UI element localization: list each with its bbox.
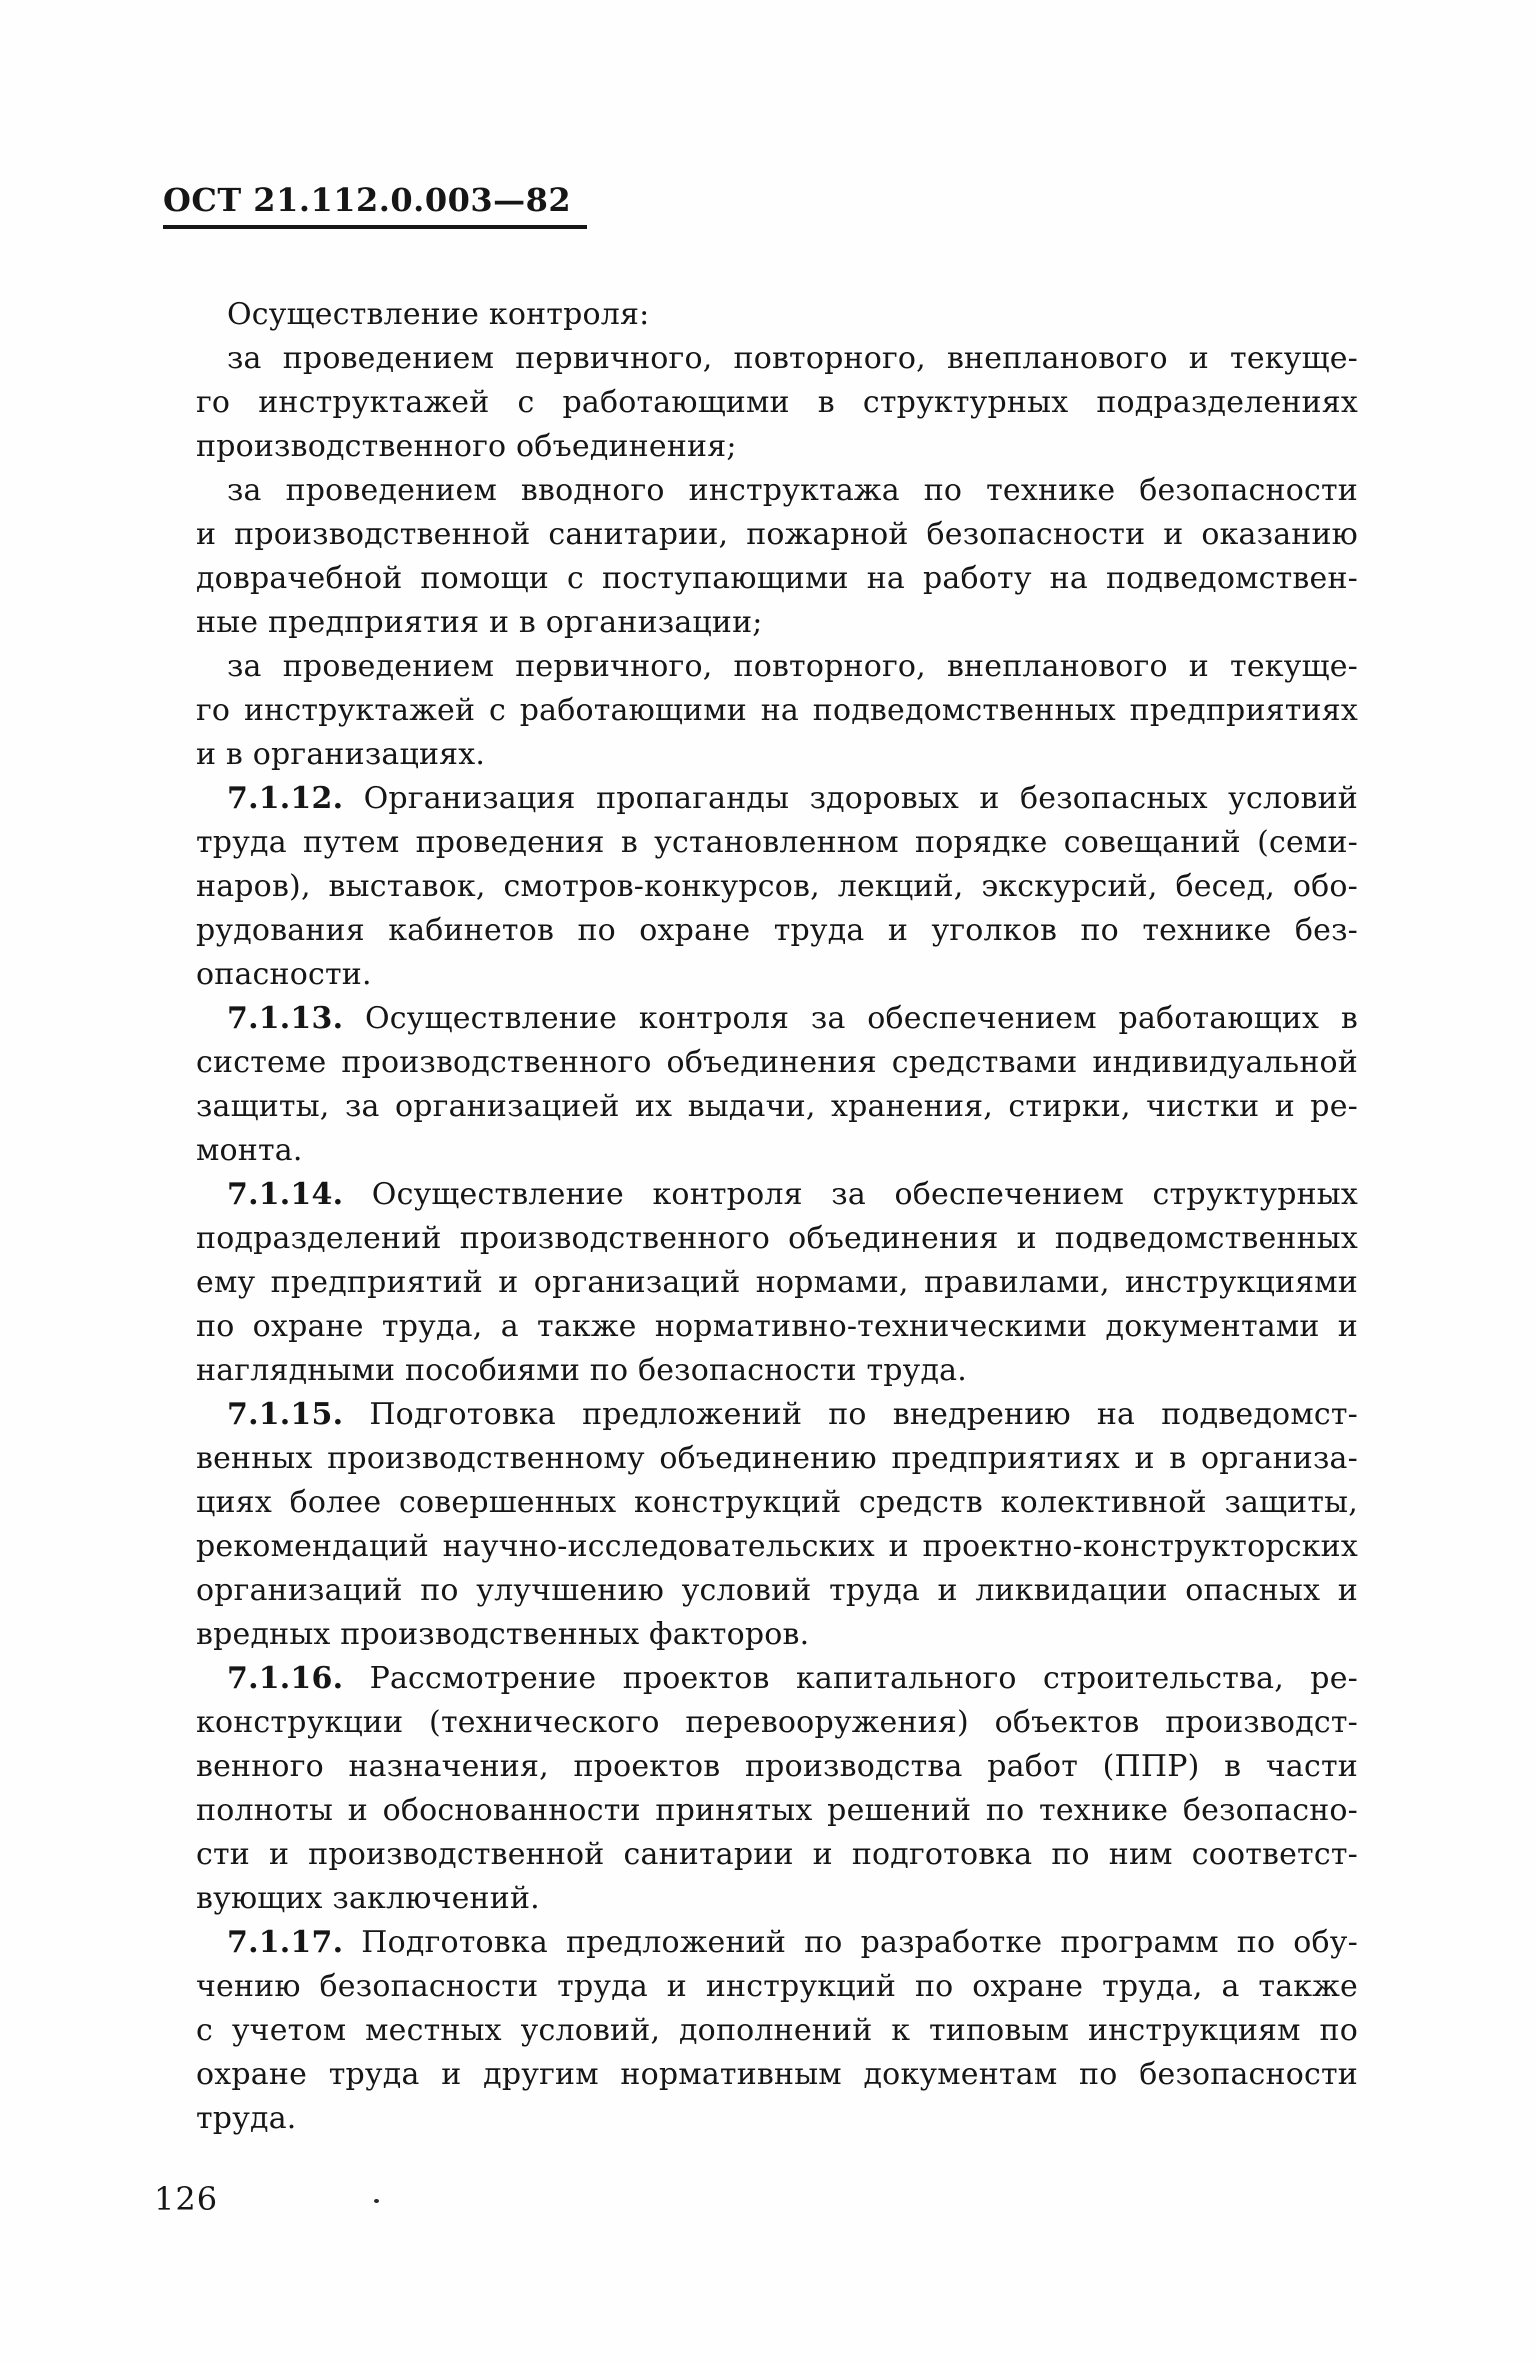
text-line: подразделений производственного объединения и подведомственных	[196, 1221, 1358, 1256]
clause-number: 7.1.12.	[227, 781, 344, 816]
paragraph	[196, 645, 1358, 777]
clause-number: 7.1.13.	[227, 1001, 344, 1036]
text-line: системе производственного объединения средствами индивидуальной	[196, 1045, 1358, 1080]
text-line: монта.	[196, 1133, 303, 1168]
text-line: венных производственному объединению предприятиях и в организа-	[196, 1441, 1358, 1476]
text-line: чению безопасности труда и инструкций по охране труда, а также	[196, 1969, 1358, 2004]
text-line: рекомендаций научно-исследовательских и проектно-конструкторских	[196, 1529, 1358, 1564]
text-line: производственного объединения;	[196, 429, 737, 464]
text-line: 7.1.16. Рассмотрение проектов капитального строительства, ре-	[227, 1661, 1358, 1696]
clause-number: 7.1.15.	[227, 1397, 344, 1432]
text-line: конструкции (технического перевооружения) объектов производст-	[196, 1705, 1358, 1740]
paragraph	[196, 1173, 1358, 1393]
text-line: ему предприятий и организаций нормами, правилами, инструкциями	[196, 1265, 1358, 1300]
paragraph	[196, 469, 1358, 645]
text-line: за проведением первичного, повторного, внепланового и текуще-	[227, 649, 1358, 684]
text-line: защиты, за организацией их выдачи, хранения, стирки, чистки и ре-	[196, 1089, 1358, 1124]
paragraph	[196, 1657, 1358, 1921]
text-line: за проведением вводного инструктажа по технике безопасности	[227, 473, 1358, 508]
text-line: 7.1.14. Осуществление контроля за обеспечением структурных	[227, 1177, 1358, 1212]
clause-number: 7.1.16.	[227, 1661, 344, 1696]
paragraph	[196, 337, 1358, 469]
paragraph	[196, 293, 1358, 337]
text-line: рудования кабинетов по охране труда и уголков по технике без-	[196, 913, 1358, 948]
text-line: Осуществление контроля:	[227, 297, 650, 332]
text-line: опасности.	[196, 957, 372, 992]
text-line: вредных производственных факторов.	[196, 1617, 810, 1652]
text-line: и в организациях.	[196, 737, 486, 772]
clause-number: 7.1.14.	[227, 1177, 344, 1212]
text-line: труда путем проведения в установленном порядке совещаний (семи-	[196, 825, 1358, 860]
paragraph	[196, 1921, 1358, 2141]
text-line: наглядными пособиями по безопасности труда.	[196, 1353, 968, 1388]
text-line: доврачебной помощи с поступающими на работу на подведомствен-	[196, 561, 1358, 596]
paragraph	[196, 1393, 1358, 1657]
text-line: ные предприятия и в организации;	[196, 605, 763, 640]
document-header	[163, 181, 587, 229]
text-line: организаций по улучшению условий труда и ликвидации опасных и	[196, 1573, 1358, 1608]
text-line: го инструктажей с работающими в структурных подразделениях	[196, 385, 1358, 420]
text-line: сти и производственной санитарии и подготовка по ним соответст-	[196, 1837, 1358, 1872]
text-line: го инструктажей с работающими на подведомственных предприятиях	[196, 693, 1358, 728]
text-line: полноты и обоснованности принятых решений по технике безопасно-	[196, 1793, 1358, 1828]
page-footer	[154, 2180, 218, 2218]
text-line: циях более совершенных конструкций средств колективной защиты,	[196, 1485, 1358, 1520]
page-number: 126	[154, 2180, 219, 2218]
text-line: наров), выставок, смотров-конкурсов, лекций, экскурсий, бесед, обо-	[196, 869, 1358, 904]
paragraph	[196, 777, 1358, 997]
text-line: вующих заключений.	[196, 1881, 540, 1916]
text-line: с учетом местных условий, дополнений к типовым инструкциям по	[196, 2013, 1358, 2048]
text-line: венного назначения, проектов производства работ (ППР) в части	[196, 1749, 1358, 1784]
text-line: 7.1.15. Подготовка предложений по внедрению на подведомст-	[227, 1397, 1358, 1432]
text-line: по охране труда, а также нормативно-техническими документами и	[196, 1309, 1358, 1344]
paragraph	[196, 997, 1358, 1173]
clause-number: 7.1.17.	[227, 1925, 344, 1960]
text-line: 7.1.12. Организация пропаганды здоровых и безопасных условий	[227, 781, 1358, 816]
text-line: труда.	[196, 2101, 297, 2136]
document-body	[196, 293, 1358, 2141]
text-line: за проведением первичного, повторного, внепланового и текуще-	[227, 341, 1358, 376]
standard-number: ОСТ 21.112.0.003—82	[163, 181, 587, 229]
ink-speck-artifact	[374, 2199, 379, 2203]
text-line: 7.1.13. Осуществление контроля за обеспечением работающих в	[227, 1001, 1358, 1036]
text-line: и производственной санитарии, пожарной безопасности и оказанию	[196, 517, 1358, 552]
text-line: охране труда и другим нормативным документам по безопасности	[196, 2057, 1358, 2092]
text-line: 7.1.17. Подготовка предложений по разработке программ по обу-	[227, 1925, 1358, 1960]
